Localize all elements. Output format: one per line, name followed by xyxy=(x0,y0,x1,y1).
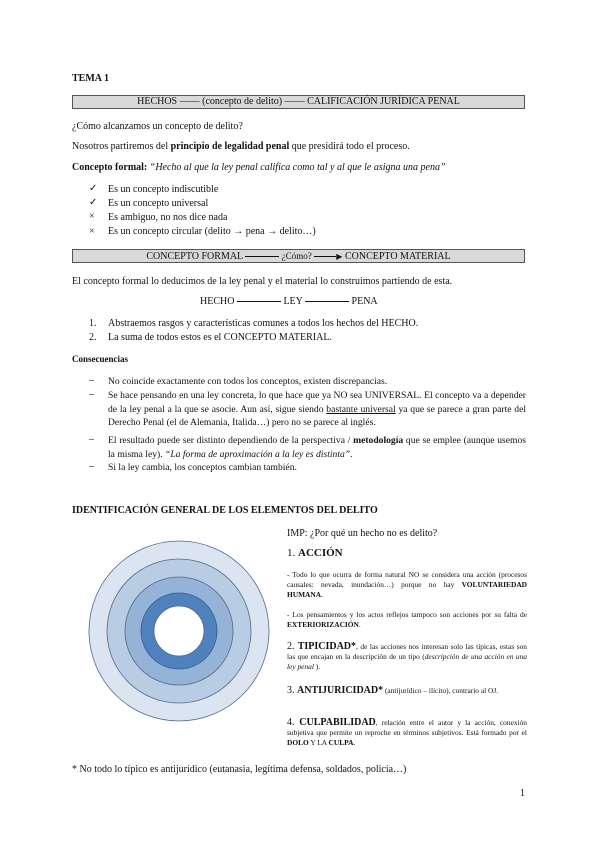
arrow-line-1 xyxy=(245,256,279,257)
culp-a: , relación entre el autor y la acción, conexión subjetiva que permite un reproche en términos subjetivos. Está formado por el xyxy=(287,718,527,737)
accion-para-2 xyxy=(287,610,527,630)
culpabilidad-para xyxy=(287,718,527,748)
i2a: Se hace pensando en una ley concreta, lo que hace que ya NO sea UNIVERSAL. El concepto va a depender de la ley penal a la que se asocie. Aun así, sigue siendo xyxy=(108,390,526,415)
acc2a: - Los pensamientos y los actos reflejos tampoco son acciones por su falta de xyxy=(287,610,527,619)
box1-middle: –––– (concepto de delito) –––– xyxy=(179,96,305,107)
tip-c: ). xyxy=(313,662,321,671)
cross-mark-2: × xyxy=(89,226,95,237)
imp-question: IMP: ¿Por qué un hecho no es delito? xyxy=(287,528,438,539)
p1-a: Nosotros partiremos del xyxy=(72,141,171,152)
i2b: bastante universal xyxy=(326,403,396,415)
hlp-line-1 xyxy=(237,301,281,302)
acc1b: VOLUNTARIEDAD HUMANA xyxy=(287,580,527,599)
circle-inner xyxy=(154,606,204,656)
culp-b: DOLO xyxy=(287,738,309,747)
check-mark-1: ✓ xyxy=(89,183,98,194)
antijuricidad-para xyxy=(287,686,527,696)
num-2: 2. xyxy=(89,332,97,343)
hlp-ley: LEY xyxy=(283,296,303,307)
cross-mark-1: × xyxy=(89,211,95,222)
i3d: “La forma de aproximación a la ley es distinta” xyxy=(165,448,351,460)
i3b: metodología xyxy=(353,435,404,446)
consec-item-1: No coincide exactamente con todos los conceptos, existen discrepancias. xyxy=(108,376,388,387)
consecuencias-title: Consecuencias xyxy=(72,354,128,364)
paragraph-formal-material: El concepto formal lo deducimos de la ley penal y el material lo construimos partiendo de esta. xyxy=(72,276,453,287)
i3e: . xyxy=(350,448,353,460)
culp-c: Y LA xyxy=(308,738,329,747)
consec-item-3 xyxy=(108,434,526,461)
dash-1: – xyxy=(89,375,94,386)
num-1: 1. xyxy=(89,318,97,329)
acc1a: - Todo lo que ocurra de forma natural NO se considera una acción (procesos causales: nevada, inundación…) porque no hay xyxy=(287,570,527,589)
tip-a: , de las acciones nos interesan solo las típicas, estas son las que encajan en la descripción de un tipo ( xyxy=(287,642,528,661)
num-text-1: Abstraemos rasgos y características comunes a todos los hechos del HECHO. xyxy=(108,318,419,329)
accion-para-1 xyxy=(287,570,527,600)
hecho-ley-pena xyxy=(200,296,378,307)
tipicidad-para xyxy=(287,642,527,672)
footnote: * No todo lo típico es antijurídico (eutanasia, legítima defensa, soldados, policía…) xyxy=(72,764,407,775)
culp-num: 4. xyxy=(287,717,300,728)
culp-d: CULPA xyxy=(328,738,354,747)
box1-left: HECHOS xyxy=(137,96,178,107)
acc1c: . xyxy=(321,590,323,599)
i2c: ya que se parece a gran parte del Derecho Penal (el de Alemania, Italida…) pero no se parece al inglés. xyxy=(108,403,526,428)
section-2-title: IDENTIFICACIÓN GENERAL DE LOS ELEMENTOS DEL DELITO xyxy=(72,505,378,516)
hlp-hecho: HECHO xyxy=(200,296,235,307)
box-formal-material xyxy=(72,249,525,263)
box2-mid: ¿Cómo? xyxy=(281,251,312,261)
box1-right: CALIFICACIÓN JURÍDICA PENAL xyxy=(307,96,460,107)
accion-heading xyxy=(287,547,527,559)
consec-item-2 xyxy=(108,389,526,430)
check-mark-2: ✓ xyxy=(89,197,98,208)
heading-tema: TEMA 1 xyxy=(72,73,109,84)
anti-a: (antijurídico – ilícito), contrario al OJ. xyxy=(383,686,499,695)
cf-label: Concepto formal: xyxy=(72,162,148,173)
cross-text-2: Es un concepto circular (delito → pena → delito…) xyxy=(108,226,316,237)
accion-title: ACCIÓN xyxy=(298,547,343,559)
arrow-head-icon: ▶ xyxy=(336,252,343,261)
i3c: que se emplee (aunque usemos la misma ley). xyxy=(108,435,526,460)
cf-quote: “Hecho al que la ley penal califica como tal y al que le asigna una pena” xyxy=(147,162,446,173)
culp-e: . xyxy=(353,738,356,747)
accion-num: 1. xyxy=(287,547,298,559)
p1-b: principio de legalidad penal xyxy=(170,141,290,152)
check-text-1: Es un concepto indiscutible xyxy=(108,184,219,195)
dash-2: – xyxy=(89,389,94,400)
box2-left: CONCEPTO FORMAL xyxy=(146,251,243,262)
paragraph-legalidad xyxy=(72,141,410,152)
p1-c: que presidirá todo el proceso. xyxy=(289,141,410,152)
hlp-line-2 xyxy=(305,301,349,302)
tip-title: TIPICIDAD* xyxy=(297,641,357,652)
page-number: 1 xyxy=(520,788,525,799)
hlp-pena: PENA xyxy=(351,296,378,307)
box2-right: CONCEPTO MATERIAL xyxy=(344,251,451,262)
consec-item-4: Si la ley cambia, los conceptos cambian también. xyxy=(108,462,297,473)
acc2b: EXTERIORIZACIÓN xyxy=(287,620,359,629)
arrow-line-2 xyxy=(314,256,336,257)
question-1: ¿Cómo alcanzamos un concepto de delito? xyxy=(72,121,243,132)
i3a: El resultado puede ser distinto dependiendo de la perspectiva / xyxy=(108,435,354,446)
dash-3: – xyxy=(89,434,94,445)
cross-text-1: Es ambiguo, no nos dice nada xyxy=(108,212,228,223)
tip-num: 2. xyxy=(287,641,298,652)
dash-4: – xyxy=(89,461,94,472)
anti-num: 3. xyxy=(287,685,297,696)
check-text-2: Es un concepto universal xyxy=(108,198,209,209)
culp-title: CULPABILIDAD xyxy=(299,717,376,728)
concentric-circles-diagram xyxy=(86,538,272,724)
box-hechos-calificacion xyxy=(72,95,525,109)
concepto-formal-line xyxy=(72,162,446,173)
anti-title: ANTIJURICIDAD* xyxy=(297,685,384,696)
tip-b: descripción de una acción en una ley penal xyxy=(287,652,528,671)
acc2c: . xyxy=(358,620,361,629)
num-text-2: La suma de todos estos es el CONCEPTO MATERIAL. xyxy=(108,332,332,343)
